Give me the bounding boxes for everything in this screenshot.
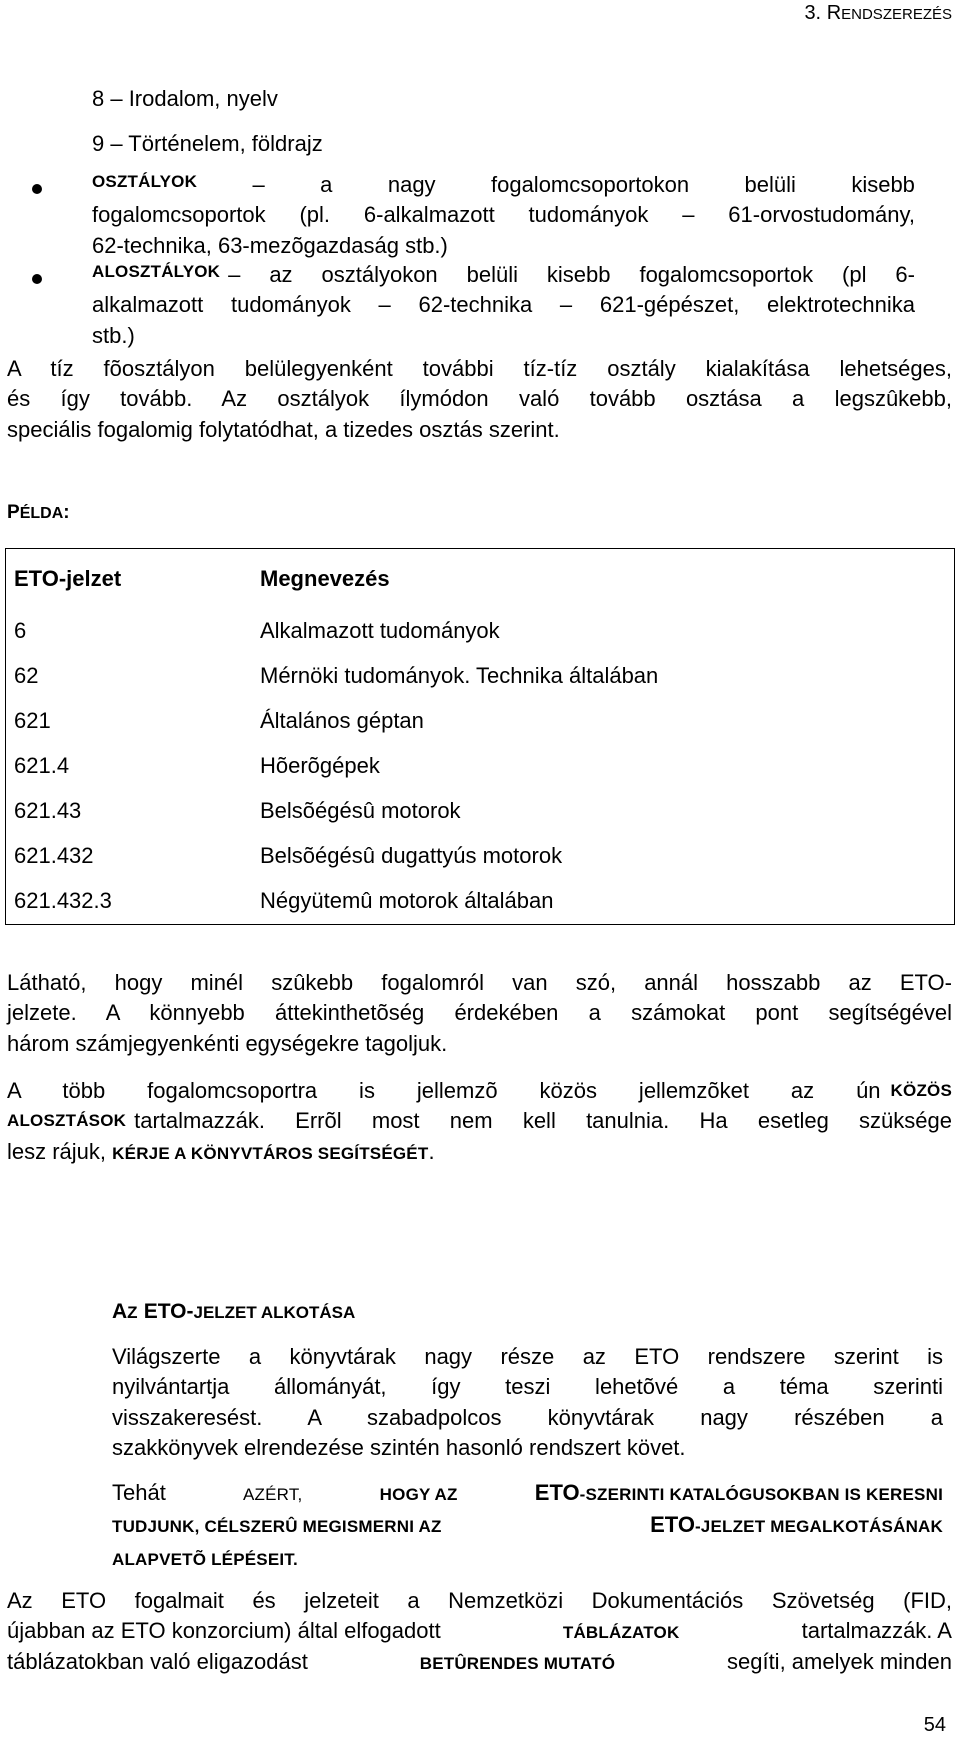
table-cell-code: 621.43 xyxy=(14,798,82,824)
table-row xyxy=(6,744,955,789)
text-fragment: táblázatokban való eligazodást xyxy=(7,1648,308,1674)
text-line: A tíz fõosztályon belülegyenként további tíz-tíz osztály kialakítása lehetséges, xyxy=(7,356,952,381)
text-line: fogalomcsoportok (pl. 6-alkalmazott tudományok – 61-orvostudomány, xyxy=(92,202,915,228)
paragraph xyxy=(7,1586,952,1677)
text-line: Látható, hogy minél szûkebb fogalomról van szó, annál hosszabb az ETO- xyxy=(7,970,952,995)
small-caps-term: -SZERINTI KATALÓGUSOKBAN IS KERESNI xyxy=(579,1485,943,1504)
text-fragment: – az osztályokon belüli kisebb fogalomcsoportok (pl 6- xyxy=(228,262,915,287)
example-initial: P xyxy=(7,502,20,523)
page-header xyxy=(804,0,952,28)
table-cell-code: 6 xyxy=(14,618,27,644)
term-label: ALOSZTÁLYOK xyxy=(92,262,221,281)
list-item xyxy=(92,129,323,159)
small-caps-term: ALAPVETÕ LÉPÉSEIT. xyxy=(112,1549,298,1569)
table-header-row xyxy=(6,549,955,610)
eto-table xyxy=(5,548,955,925)
word: fogalomcsoportokon xyxy=(490,172,690,197)
small-caps-term: BETÛRENDES MUTATÓ xyxy=(419,1653,616,1673)
text-line: alkalmazott tudományok – 62-technika – 621-gépészet, elektrotechnika xyxy=(92,292,915,318)
heading-eto: ETO- xyxy=(143,1300,194,1323)
table-row xyxy=(6,609,955,654)
text-line xyxy=(7,1647,952,1677)
table-cell-name: Belsõégésû motorok xyxy=(260,798,461,824)
bullet1-line1 xyxy=(92,170,915,200)
table-cell-name: Általános géptan xyxy=(260,708,424,734)
table-row xyxy=(6,834,955,879)
text-line xyxy=(112,1478,943,1508)
table-cell-name: Belsõégésû dugattyús motorok xyxy=(260,843,563,869)
text-fragment: lesz rájuk, xyxy=(7,1138,107,1164)
bullet-item-alosztalyok xyxy=(92,260,915,351)
table-cell-name: Négyütemû motorok általában xyxy=(260,888,554,914)
text-fragment: segíti, amelyek minden xyxy=(726,1648,952,1674)
example-colon: : xyxy=(63,502,70,523)
text-line: nyilvántartja állományát, így teszi lehetõvé a téma szerinti xyxy=(112,1374,943,1400)
table-cell-code: 62 xyxy=(14,663,39,689)
list-item-text: 8 – Irodalom, nyelv xyxy=(92,86,278,111)
header-rest: ENDSZEREZÉS xyxy=(841,6,952,23)
table-cell-name: Mérnöki tudományok. Technika általában xyxy=(260,663,659,689)
small-caps-term: TÁBLÁZATOK xyxy=(562,1623,680,1643)
word: – xyxy=(252,172,265,197)
table-cell-name: Hõerõgépek xyxy=(260,753,380,779)
text-fragment: tartalmazzák. Errõl most nem kell tanulnia. Ha esetleg szüksége xyxy=(134,1108,952,1134)
eto-abbrev: ETO xyxy=(534,1480,580,1505)
paragraph xyxy=(7,968,952,1059)
paragraph xyxy=(112,1342,943,1463)
table-cell-name: Alkalmazott tudományok xyxy=(260,618,500,644)
emphasis-block xyxy=(112,1478,943,1573)
text-fragment: tartalmazzák. A xyxy=(801,1618,952,1644)
small-caps-term: ALOSZTÁSOK xyxy=(7,1111,127,1131)
eto-term xyxy=(535,1478,943,1508)
text-line xyxy=(7,1616,952,1646)
text-line: visszakeresést. A szabadpolcos könyvtárak nagy részében a xyxy=(112,1404,943,1430)
table-cell-code: 621.4 xyxy=(14,753,70,779)
text-line: Világszerte a könyvtárak nagy része az ETO rendszere szerint is xyxy=(112,1344,943,1369)
small-caps-term: AZÉRT, xyxy=(243,1485,303,1504)
word: a xyxy=(320,172,333,197)
word: belüli xyxy=(744,172,796,197)
text-line: 62-technika, 63-mezõgazdaság stb.) xyxy=(92,232,448,258)
text-line xyxy=(112,1510,943,1540)
list-item-text: 9 – Történelem, földrajz xyxy=(92,131,323,156)
term-label: OSZTÁLYOK xyxy=(92,172,198,191)
table-row xyxy=(6,654,955,699)
paragraph xyxy=(7,1076,952,1167)
text-fragment: . xyxy=(428,1138,435,1164)
page-number: 54 xyxy=(923,1714,946,1736)
text-line: Az ETO fogalmait és jelzeteit a Nemzetközi Dokumentációs Szövetség (FID, xyxy=(7,1588,952,1613)
column-header-name: Megnevezés xyxy=(260,565,390,591)
text-line xyxy=(7,1076,952,1106)
small-caps-term: TUDJUNK, CÉLSZERÛ MEGISMERNI AZ xyxy=(112,1517,442,1537)
small-caps-term: HOGY AZ xyxy=(379,1485,458,1504)
table-cell-code: 621 xyxy=(14,708,51,734)
small-caps-term: -JELZET MEGALKOTÁSÁNAK xyxy=(694,1517,943,1537)
bullet-dot xyxy=(32,274,42,284)
bullet-dot xyxy=(32,184,42,194)
table-cell-code: 621.432 xyxy=(14,843,94,869)
text-line xyxy=(7,1137,952,1167)
text-fragment: A több fogalomcsoportra is jellemzõ közös jellemzõket az ún xyxy=(7,1078,881,1103)
word: kisebb xyxy=(851,172,915,197)
section-heading xyxy=(112,1296,355,1327)
list-item xyxy=(92,84,278,114)
text-line: három számjegyenkénti egységekre tagoljuk. xyxy=(7,1030,448,1056)
text-fragment: újabban az ETO konzorcium) által elfogadott xyxy=(7,1618,441,1644)
eto-abbrev: ETO xyxy=(650,1512,695,1538)
table-row xyxy=(6,699,955,744)
paragraph xyxy=(7,354,952,445)
heading-rest: JELZET ALKOTÁSA xyxy=(193,1303,356,1322)
table-cell-code: 621.432.3 xyxy=(14,888,112,914)
text-line: stb.) xyxy=(92,322,135,348)
table-row xyxy=(6,789,955,834)
bullet2-line1 xyxy=(92,260,915,290)
column-header-eto: ETO-jelzet xyxy=(14,565,122,591)
text-line xyxy=(112,1543,943,1573)
text-line: szakkönyvek elrendezése szintén hasonló rendszert követ. xyxy=(112,1435,686,1461)
text-line: és így tovább. Az osztályok ílymódon való tovább osztása a legszûkebb, xyxy=(7,386,952,412)
header-number: 3. xyxy=(804,2,822,24)
small-caps-term: KÉRJE A KÖNYVTÁROS SEGÍTSÉGÉT xyxy=(112,1143,429,1163)
eto-term xyxy=(650,1510,943,1540)
header-initial: R xyxy=(826,2,842,24)
small-caps-term: KÖZÖS xyxy=(890,1081,952,1100)
example-rest: ÉLDA xyxy=(19,505,64,522)
text-line xyxy=(7,1106,952,1136)
text-line: jelzete. A könnyebb áttekinthetõség érdekében a számokat pont segítségével xyxy=(7,1000,952,1026)
table-row xyxy=(6,879,955,925)
text-fragment: Tehát xyxy=(112,1480,166,1505)
example-label xyxy=(7,496,70,526)
heading-initial: A xyxy=(112,1300,128,1323)
heading-smallcap: Z xyxy=(127,1303,138,1322)
text-line: speciális fogalomig folytatódhat, a tizedes osztás szerint. xyxy=(7,416,560,442)
word: nagy xyxy=(387,172,436,197)
bullet-item-osztalyok xyxy=(92,170,915,261)
